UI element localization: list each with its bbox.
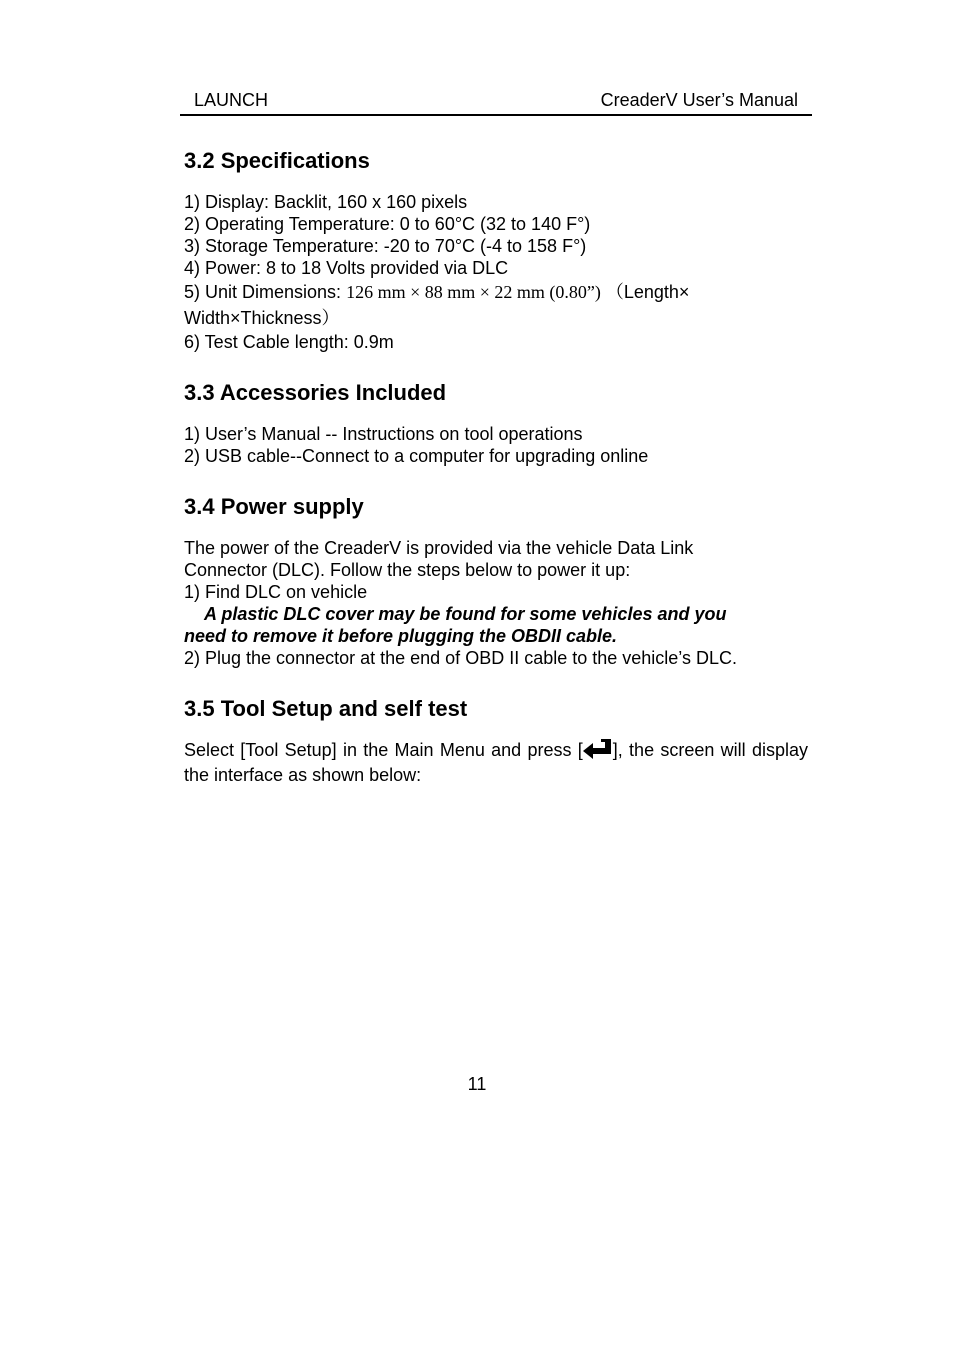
section-title: 3.2 Specifications — [184, 148, 370, 173]
section-title: 3.3 Accessories Included — [184, 380, 447, 405]
header-brand: LAUNCH — [194, 90, 269, 110]
power-note: need to remove it before plugging the OBDII cable. — [184, 626, 618, 646]
dimensions-continuation: Width×Thickness） — [184, 308, 340, 328]
power-step: 2) Plug the connector at the end of OBD II cable to the vehicle’s DLC. — [184, 648, 737, 668]
setup-text — [184, 739, 808, 786]
spec-item: 1) Display: Backlit, 160 x 160 pixels — [184, 192, 468, 212]
spec-item: 6) Test Cable length: 0.9m — [184, 332, 394, 352]
setup-text-after: ], the screen will display the interface as shown below: — [184, 740, 808, 785]
section-tool-setup — [184, 693, 808, 786]
power-note: A plastic DLC cover may be found for some vehicles and you — [204, 604, 727, 624]
spec-item-dimensions — [184, 279, 808, 305]
section-accessories — [184, 377, 808, 467]
dimensions-label: 5) Unit Dimensions: — [184, 282, 347, 302]
power-intro: Connector (DLC). Follow the steps below to power it up: — [184, 560, 631, 580]
section-title: 3.4 Power supply — [184, 494, 364, 519]
spec-item: 4) Power: 8 to 18 Volts provided via DLC — [184, 258, 509, 278]
header-manual-title: CreaderV User’s Manual — [600, 90, 798, 110]
accessory-item: 1) User’s Manual -- Instructions on tool operations — [184, 424, 583, 444]
accessory-item: 2) USB cable--Connect to a computer for upgrading online — [184, 446, 649, 466]
spec-item: 2) Operating Temperature: 0 to 60°C (32 to 140 F°) — [184, 214, 591, 234]
dimensions-value: 126 mm × 88 mm × 22 mm (0.80”) — [346, 282, 601, 302]
power-step: 1) Find DLC on vehicle — [184, 582, 368, 602]
spec-item: 3) Storage Temperature: -20 to 70°C (-4 to 158 F°) — [184, 236, 587, 256]
page-header — [180, 88, 812, 116]
power-intro: The power of the CreaderV is provided via the vehicle Data Link — [184, 538, 694, 558]
enter-key-icon — [583, 739, 613, 764]
section-title: 3.5 Tool Setup and self test — [184, 696, 468, 721]
setup-text-before: Select [Tool Setup] in the Main Menu and press [ — [184, 740, 583, 760]
page-number: 11 — [467, 1074, 487, 1094]
page-content — [184, 145, 808, 810]
section-specifications — [184, 145, 808, 353]
section-power-supply — [184, 491, 808, 669]
dimensions-suffix: （Length× — [605, 282, 690, 302]
